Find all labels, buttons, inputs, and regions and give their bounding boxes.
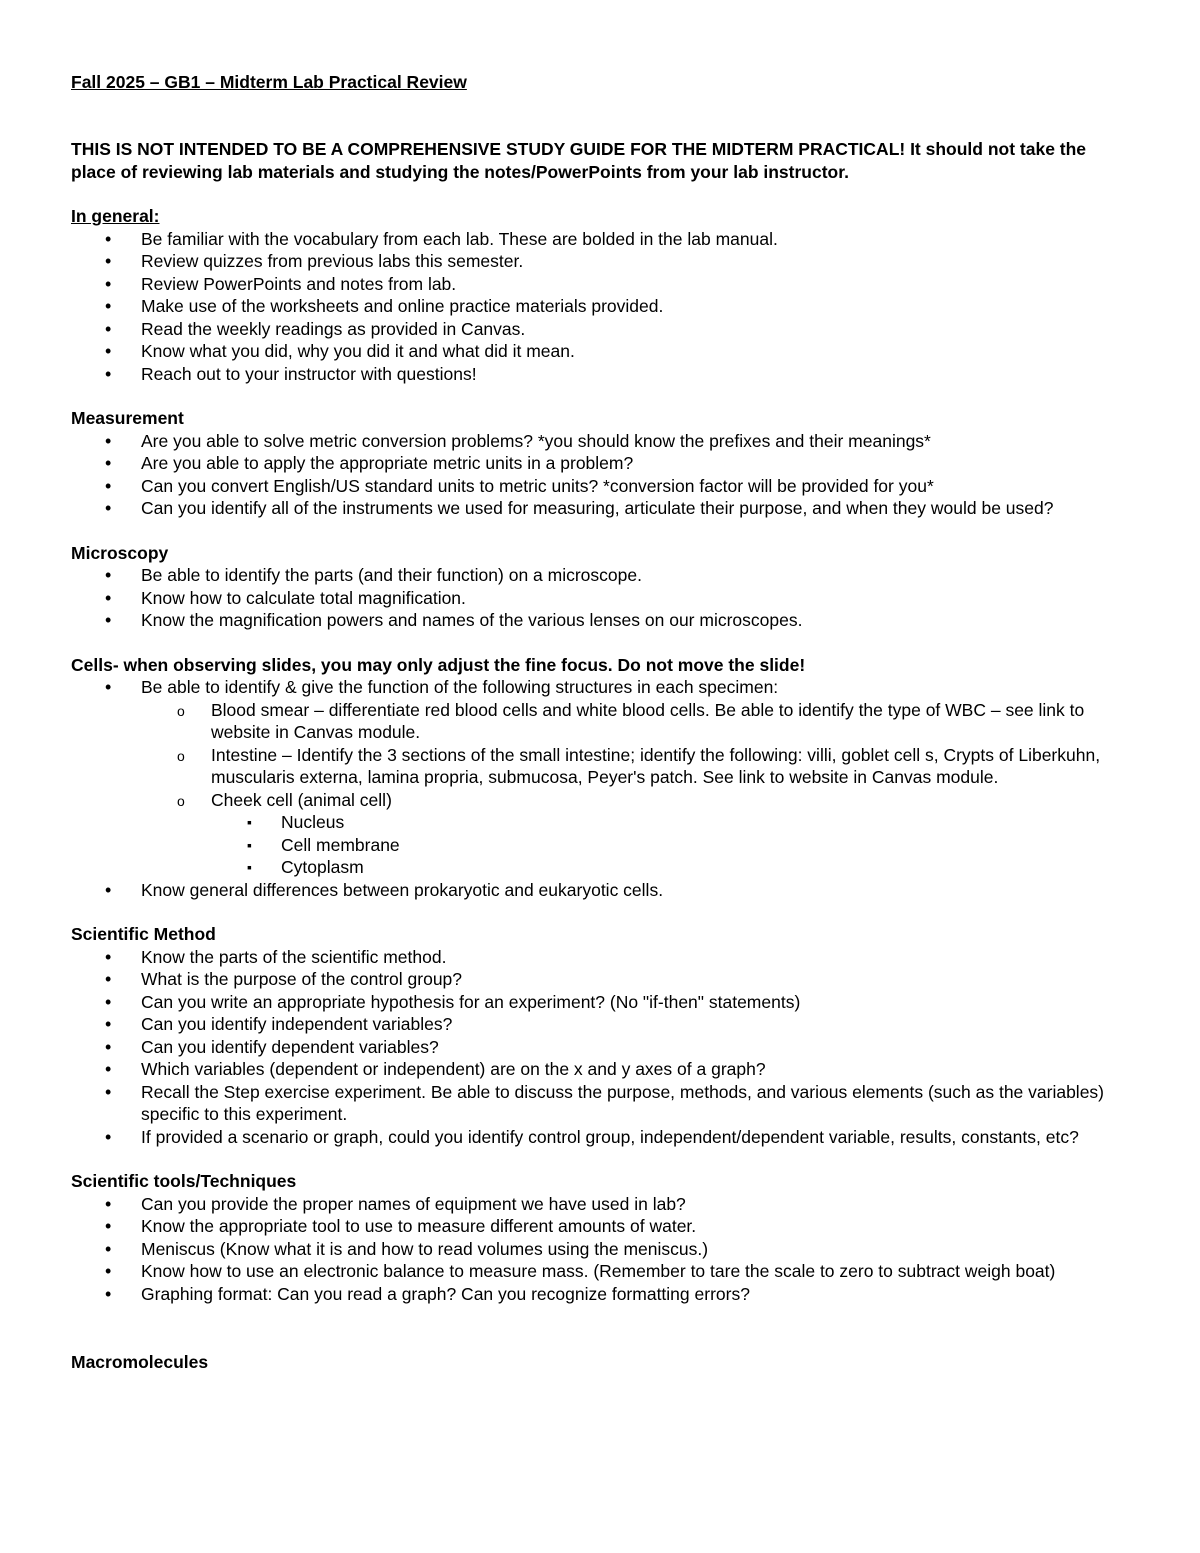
list-item: • Know what you did, why you did it and what did it mean. — [71, 340, 1131, 363]
section-heading-measurement: Measurement — [71, 408, 184, 428]
sub-sub-list-item: ▪ Cell membrane — [211, 834, 1131, 857]
section-heading-tools: Scientific tools/Techniques — [71, 1171, 297, 1191]
section-measurement — [71, 407, 1131, 520]
scientific-method-list — [71, 946, 1131, 1149]
list-item: • Know how to calculate total magnification. — [71, 587, 1131, 610]
list-item: • Recall the Step exercise experiment. Be able to discuss the purpose, methods, and various elements (such as the variables) specific to this experiment. — [71, 1081, 1131, 1126]
list-item: • Be able to identify the parts (and their function) on a microscope. — [71, 564, 1131, 587]
measurement-list — [71, 430, 1131, 520]
list-item: • Know the appropriate tool to use to measure different amounts of water. — [71, 1215, 1131, 1238]
section-tools — [71, 1170, 1131, 1305]
list-item: • Review PowerPoints and notes from lab. — [71, 273, 1131, 296]
list-item: • Reach out to your instructor with questions! — [71, 363, 1131, 386]
section-heading-macromolecules: Macromolecules — [71, 1352, 209, 1372]
sub-list-item-text: Cheek cell (animal cell) — [211, 789, 392, 810]
list-item: • Read the weekly readings as provided in Canvas. — [71, 318, 1131, 341]
document-page — [71, 70, 1131, 1374]
list-item: • Make use of the worksheets and online practice materials provided. — [71, 295, 1131, 318]
list-item-text: Be able to identify & give the function of the following structures in each specimen: — [141, 677, 779, 697]
list-item: • Graphing format: Can you read a graph? Can you recognize formatting errors? — [71, 1283, 1131, 1306]
list-item: • Know how to use an electronic balance to measure mass. (Remember to tare the scale to zero to subtract weigh boat) — [71, 1260, 1131, 1283]
cells-sublist — [141, 699, 1131, 879]
tools-list — [71, 1193, 1131, 1306]
sub-list-item — [141, 789, 1131, 879]
list-item: • Be familiar with the vocabulary from each lab. These are bolded in the lab manual. — [71, 228, 1131, 251]
section-scientific-method — [71, 923, 1131, 1148]
list-item: • Can you identify independent variables? — [71, 1013, 1131, 1036]
sub-sub-list-item: ▪ Cytoplasm — [211, 856, 1131, 879]
list-item: • Are you able to solve metric conversion problems? *you should know the prefixes and their meanings* — [71, 430, 1131, 453]
list-item: • Know the magnification powers and names of the various lenses on our microscopes. — [71, 609, 1131, 632]
section-general — [71, 205, 1131, 385]
cheek-cell-sublist — [211, 811, 1131, 879]
list-item: • Can you convert English/US standard units to metric units? *conversion factor will be provided for you* — [71, 475, 1131, 498]
microscopy-list — [71, 564, 1131, 632]
list-item: • Know the parts of the scientific method. — [71, 946, 1131, 969]
list-item: • Know general differences between prokaryotic and eukaryotic cells. — [71, 879, 1131, 902]
list-item: • Can you identify all of the instruments we used for measuring, articulate their purpose, and when they would be used? — [71, 497, 1131, 520]
list-item: • Which variables (dependent or independent) are on the x and y axes of a graph? — [71, 1058, 1131, 1081]
list-item: • Review quizzes from previous labs this semester. — [71, 250, 1131, 273]
section-microscopy — [71, 542, 1131, 632]
list-item: • Can you identify dependent variables? — [71, 1036, 1131, 1059]
document-title: Fall 2025 – GB1 – Midterm Lab Practical Review — [71, 72, 467, 92]
section-heading-cells: Cells- when observing slides, you may only adjust the fine focus. Do not move the slide! — [71, 654, 806, 675]
section-heading-scientific-method: Scientific Method — [71, 924, 216, 944]
list-item: • Meniscus (Know what it is and how to read volumes using the meniscus.) — [71, 1238, 1131, 1261]
cells-list — [71, 676, 1131, 901]
section-macromolecules — [71, 1351, 1131, 1374]
disclaimer-warning: THIS IS NOT INTENDED TO BE A COMPREHENSIVE STUDY GUIDE FOR THE MIDTERM PRACTICAL! It should not take the place of reviewing lab materials and studying the notes/PowerPoints from your lab instructor. — [71, 139, 1087, 182]
sub-list-item: o Blood smear – differentiate red blood cells and white blood cells. Be able to identify the type of WBC – see link to website in Canvas module. — [141, 699, 1131, 744]
section-cells — [71, 654, 1131, 902]
sub-sub-list-item: ▪ Nucleus — [211, 811, 1131, 834]
section-heading-general: In general: — [71, 206, 160, 226]
list-item: • If provided a scenario or graph, could you identify control group, independent/dependent variable, results, constants, etc? — [71, 1126, 1131, 1149]
list-item: • Can you write an appropriate hypothesis for an experiment? (No "if-then" statements) — [71, 991, 1131, 1014]
sub-list-item: o Intestine – Identify the 3 sections of the small intestine; identify the following: villi, goblet cell s, Crypts of Liberkuhn, muscularis externa, lamina propria, submucosa, Peyer's patch. See link to website in Canvas module. — [141, 744, 1131, 789]
list-item — [71, 676, 1131, 879]
section-heading-microscopy: Microscopy — [71, 542, 169, 563]
general-list — [71, 228, 1131, 386]
list-item: • Are you able to apply the appropriate metric units in a problem? — [71, 452, 1131, 475]
list-item: • Can you provide the proper names of equipment we have used in lab? — [71, 1193, 1131, 1216]
list-item: • What is the purpose of the control group? — [71, 968, 1131, 991]
